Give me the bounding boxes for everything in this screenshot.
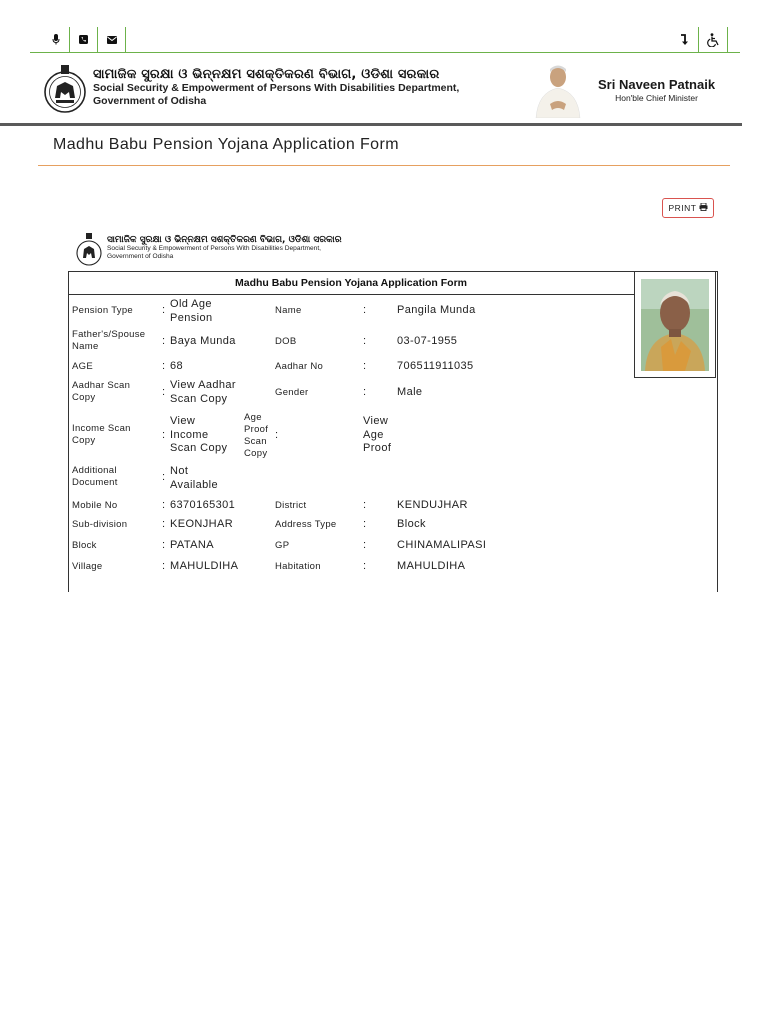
colon: :: [363, 518, 367, 530]
colon: :: [363, 386, 367, 398]
value-gp: CHINAMALIPASI: [397, 539, 487, 551]
print-button[interactable]: [662, 198, 714, 218]
phone-icon[interactable]: [70, 27, 98, 52]
label-father-spouse-name: Father's/Spouse Name: [72, 329, 146, 352]
colon: :: [162, 429, 166, 441]
colon: :: [162, 539, 166, 551]
chief-minister-info: [598, 77, 715, 103]
colon: :: [363, 499, 367, 511]
chief-minister-photo: [528, 60, 588, 118]
label-sub-division: Sub-division: [72, 519, 128, 530]
value-aadhar-no: 706511911035: [397, 360, 474, 372]
colon: :: [162, 386, 166, 398]
label-block: Block: [72, 540, 97, 551]
site-header: [0, 53, 742, 126]
label-gender: Gender: [275, 387, 309, 398]
value-father-spouse-name: Baya Munda: [170, 335, 236, 347]
colon: :: [162, 499, 166, 511]
odisha-emblem-icon[interactable]: [42, 62, 88, 114]
applicant-photo: [641, 279, 709, 371]
label-pension-type: Pension Type: [72, 305, 133, 316]
chief-minister-name: Sri Naveen Patnaik: [598, 77, 716, 92]
accessibility-tools: [670, 27, 728, 52]
label-income-scan-copy: Income Scan Copy: [72, 423, 131, 446]
label-dob: DOB: [275, 336, 297, 347]
link-view-aadhar-scan-copy[interactable]: View Aadhar Scan Copy: [170, 379, 236, 405]
label-aadhar-no: Aadhar No: [275, 361, 324, 372]
value-additional-document: Not Available: [170, 465, 219, 491]
applicant-photo-frame: [634, 271, 716, 378]
colon: :: [363, 335, 367, 347]
form-department-name: [107, 235, 342, 261]
form-department-english-line1: Social Security & Empowerment of Persons With Disabilities Department,: [107, 245, 322, 252]
label-gp: GP: [275, 540, 290, 551]
value-mobile-no: 6370165301: [170, 499, 236, 511]
link-view-income-scan-copy[interactable]: View Income Scan Copy: [170, 415, 228, 454]
value-sub-division: KEONJHAR: [170, 518, 234, 530]
title-divider: [38, 165, 730, 166]
colon: :: [162, 518, 166, 530]
top-utility-bar: [30, 27, 740, 53]
form-department-english-line2: Government of Odisha: [107, 253, 174, 260]
label-aadhar-scan-copy: Aadhar Scan Copy: [72, 380, 131, 403]
value-gender: Male: [397, 386, 423, 398]
value-dob: 03-07-1955: [397, 335, 458, 347]
envelope-icon[interactable]: [98, 27, 126, 52]
value-village: MAHULDIHA: [170, 560, 239, 572]
colon: :: [363, 304, 367, 316]
value-district: KENDUJHAR: [397, 499, 468, 511]
colon: :: [275, 429, 279, 441]
print-button-label: PRINT: [668, 203, 697, 213]
department-name: [93, 67, 459, 108]
accessibility-icon[interactable]: [698, 27, 728, 52]
colon: :: [162, 304, 166, 316]
contact-icons: [42, 27, 126, 52]
colon: :: [162, 360, 166, 372]
colon: :: [162, 471, 166, 483]
department-name-odia: ସାମାଜିକ ସୁରକ୍ଷା ଓ ଭିନ୍ନକ୍ଷମ ସଶକ୍ତିକରଣ ବିଭାଗ, ଓଡିଶା ସରକାର: [93, 67, 440, 82]
value-address-type: Block: [397, 518, 426, 530]
department-name-english-line2: Government of Odisha: [93, 95, 207, 107]
label-village: Village: [72, 561, 103, 572]
value-habitation: MAHULDIHA: [397, 560, 466, 572]
colon: :: [363, 560, 367, 572]
colon: :: [363, 539, 367, 551]
label-district: District: [275, 500, 307, 511]
label-habitation: Habitation: [275, 561, 321, 572]
value-pension-type: Old Age Pension: [170, 298, 213, 324]
printer-icon: [699, 203, 708, 213]
text-resize-icon[interactable]: [670, 27, 698, 52]
chief-minister-role: Hon'ble Chief Minister: [615, 93, 698, 103]
label-address-type: Address Type: [275, 519, 337, 530]
value-block: PATANA: [170, 539, 214, 551]
link-view-age-proof[interactable]: View Age Proof: [363, 415, 392, 454]
form-department-odia: ସାମାଜିକ ସୁରକ୍ଷା ଓ ଭିନ୍ନକ୍ଷମ ସଶକ୍ତିକରଣ ବିଭାଗ, ଓଡିଶା ସରକାର: [107, 235, 342, 245]
colon: :: [162, 560, 166, 572]
form-title: Madhu Babu Pension Yojana Application Form: [68, 271, 634, 295]
microphone-icon[interactable]: [42, 27, 70, 52]
form-emblem-icon: [75, 231, 103, 269]
label-name: Name: [275, 305, 302, 316]
label-additional-document: Additional Document: [72, 465, 118, 488]
colon: :: [162, 335, 166, 347]
label-age: AGE: [72, 361, 93, 372]
value-name: Pangila Munda: [397, 304, 476, 316]
label-age-proof-scan-copy: Age Proof Scan Copy: [244, 412, 269, 459]
value-age: 68: [170, 360, 184, 372]
page-title: Madhu Babu Pension Yojana Application Form: [53, 136, 399, 153]
colon: :: [363, 360, 367, 372]
department-name-english-line1: Social Security & Empowerment of Persons With Disabilities Department,: [93, 82, 460, 94]
label-mobile-no: Mobile No: [72, 500, 118, 511]
